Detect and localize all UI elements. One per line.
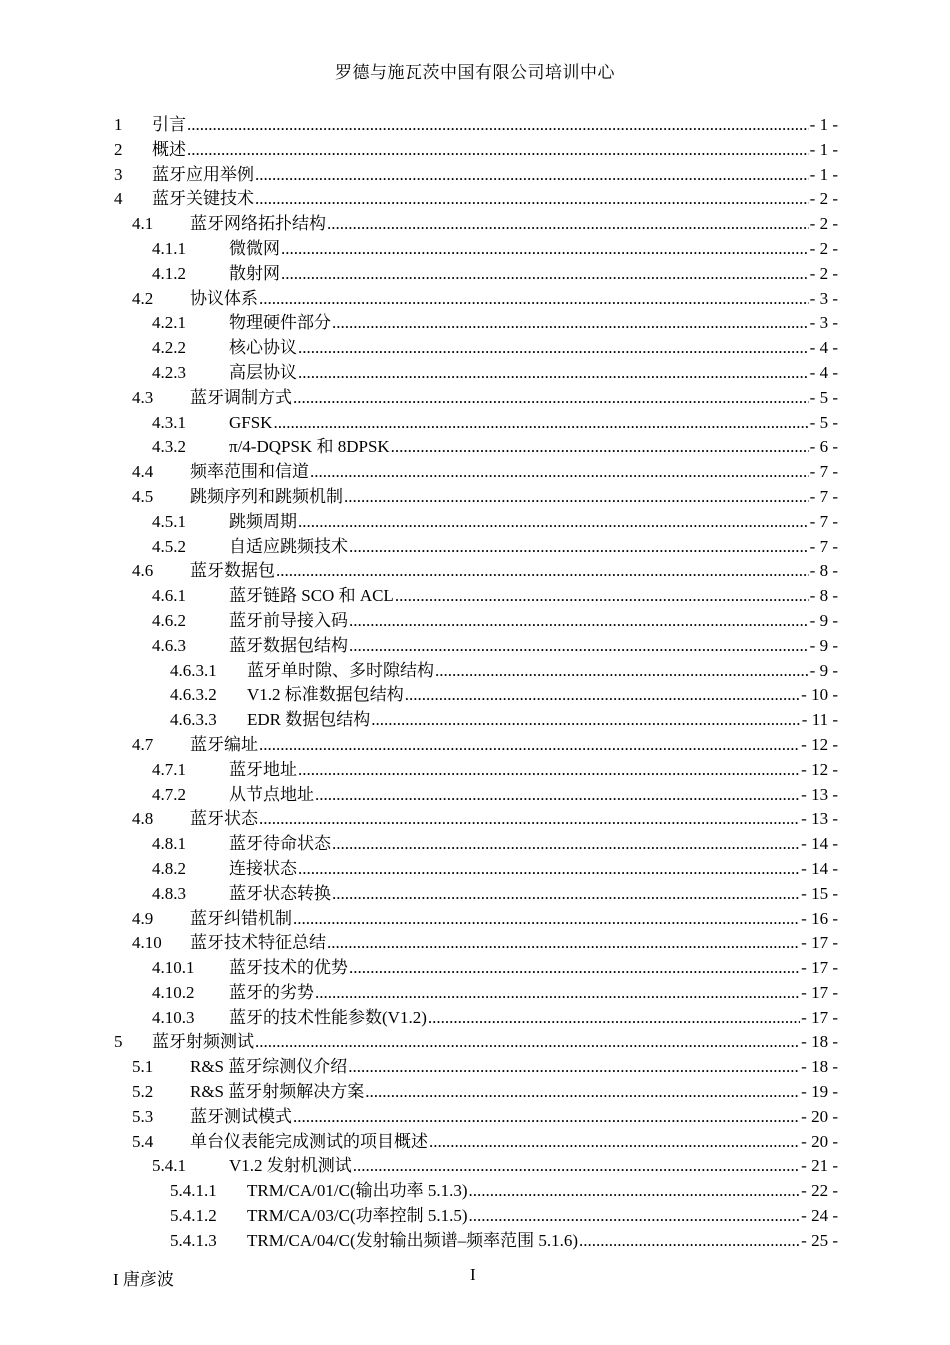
toc-entry-title: 蓝牙前导接入码 — [229, 610, 348, 630]
toc-entry-page: - 16 - — [801, 908, 838, 928]
toc-entry-number: 5.2 — [132, 1082, 154, 1102]
toc-dot-leader — [293, 386, 809, 411]
toc-entry[interactable] — [114, 1130, 838, 1155]
toc-dot-leader — [327, 931, 800, 956]
toc-entry-number: 4 — [114, 189, 123, 209]
toc-dot-leader — [365, 1080, 800, 1105]
toc-entry-page: - 14 - — [801, 858, 838, 878]
toc-dot-leader — [349, 634, 809, 659]
toc-entry-page: - 18 - — [801, 1057, 838, 1077]
toc-entry-number: 4.5.2 — [152, 536, 186, 556]
toc-entry-page: - 17 - — [801, 958, 838, 978]
toc-entry-page: - 20 - — [801, 1106, 838, 1126]
toc-entry-number: 4.6 — [132, 561, 154, 581]
toc-entry-page: - 4 - — [809, 362, 838, 382]
toc-entry-page: - 5 - — [809, 412, 838, 432]
toc-entry-page: - 13 - — [801, 809, 838, 829]
toc-entry-page: - 14 - — [801, 834, 838, 854]
toc-entry-title: 蓝牙纠错机制 — [190, 908, 292, 928]
toc-entry[interactable] — [114, 361, 838, 386]
toc-dot-leader — [327, 212, 809, 237]
toc-entry[interactable] — [114, 609, 838, 634]
toc-entry-number: 4.10.2 — [152, 982, 195, 1002]
toc-entry-title: 跳频周期 — [229, 511, 297, 531]
toc-dot-leader — [298, 361, 809, 386]
toc-entry[interactable] — [114, 584, 838, 609]
toc-entry[interactable] — [114, 1055, 838, 1080]
toc-entry-title: 蓝牙技术的优势 — [229, 958, 348, 978]
toc-entry-title: 蓝牙地址 — [229, 759, 297, 779]
toc-entry-page: - 15 - — [801, 883, 838, 903]
toc-entry-title: 蓝牙调制方式 — [190, 387, 292, 407]
toc-entry-title: 单台仪表能完成测试的项目概述 — [190, 1131, 428, 1151]
toc-entry-title: 跳频序列和跳频机制 — [190, 486, 343, 506]
toc-entry-page: - 10 - — [801, 685, 838, 705]
toc-entry-number: 4.2 — [132, 288, 154, 308]
toc-entry-title: 散射网 — [229, 263, 280, 283]
toc-dot-leader — [344, 485, 809, 510]
toc-entry[interactable] — [114, 510, 838, 535]
toc-dot-leader — [187, 113, 809, 138]
toc-entry-page: - 18 - — [801, 1032, 838, 1052]
toc-dot-leader — [579, 1229, 800, 1254]
toc-entry-title: 蓝牙的技术性能参数(V1.2) — [229, 1007, 427, 1027]
toc-entry-page: - 17 - — [801, 982, 838, 1002]
toc-entry-title: V1.2 发射机测试 — [229, 1156, 352, 1176]
toc-entry-title: 蓝牙状态 — [190, 809, 258, 829]
toc-entry-number: 4.6.3.2 — [170, 685, 217, 705]
toc-entry-title: R&S 蓝牙综测仪介绍 — [190, 1057, 348, 1077]
toc-entry-title: 微微网 — [229, 238, 280, 258]
toc-entry-title: 物理硬件部分 — [229, 313, 331, 333]
toc-entry-title: GFSK — [229, 412, 273, 432]
toc-entry[interactable] — [114, 634, 838, 659]
toc-entry-title: EDR 数据包结构 — [247, 710, 371, 730]
toc-entry[interactable] — [114, 708, 838, 733]
toc-entry[interactable] — [114, 435, 838, 460]
toc-entry[interactable] — [114, 187, 838, 212]
toc-entry-number: 4.6.3.3 — [170, 710, 217, 730]
toc-entry[interactable] — [114, 733, 838, 758]
toc-entry[interactable] — [114, 311, 838, 336]
toc-entry-title: 引言 — [152, 115, 186, 134]
toc-entry-page: - 3 - — [809, 288, 838, 308]
toc-entry-number: 4.5 — [132, 486, 154, 506]
toc-dot-leader — [293, 1105, 800, 1130]
toc-entry-number: 4.3.1 — [152, 412, 186, 432]
toc-entry[interactable] — [114, 336, 838, 361]
toc-entry-title: 蓝牙的劣势 — [229, 982, 314, 1002]
toc-entry-title: 蓝牙网络拓扑结构 — [190, 214, 326, 234]
toc-dot-leader — [395, 584, 809, 609]
toc-entry-page: - 1 - — [809, 164, 838, 184]
toc-dot-leader — [391, 435, 809, 460]
toc-dot-leader — [255, 187, 809, 212]
toc-entry-number: 4.4 — [132, 462, 154, 482]
toc-entry-page: - 13 - — [801, 784, 838, 804]
toc-entry-number: 5.4.1.3 — [170, 1230, 217, 1250]
table-of-contents — [114, 113, 838, 1254]
toc-entry-number: 4.8.1 — [152, 834, 186, 854]
toc-entry[interactable] — [114, 138, 838, 163]
toc-entry-number: 5.1 — [132, 1057, 154, 1077]
toc-dot-leader — [255, 163, 809, 188]
toc-entry[interactable] — [114, 1080, 838, 1105]
toc-dot-leader — [315, 783, 800, 808]
toc-entry-page: - 7 - — [809, 486, 838, 506]
toc-entry-page: - 3 - — [809, 313, 838, 333]
toc-dot-leader — [187, 138, 809, 163]
toc-dot-leader — [273, 411, 808, 436]
toc-dot-leader — [348, 1055, 800, 1080]
toc-entry[interactable] — [114, 1229, 838, 1254]
toc-entry-number: 4.5.1 — [152, 511, 186, 531]
toc-entry[interactable] — [114, 1154, 838, 1179]
toc-entry-title: 蓝牙应用举例 — [152, 164, 254, 184]
page-header: 罗德与施瓦茨中国有限公司培训中心 — [335, 63, 615, 82]
toc-dot-leader — [349, 609, 809, 634]
toc-entry[interactable] — [114, 411, 838, 436]
toc-entry-number: 4.3.2 — [152, 437, 186, 457]
toc-entry[interactable] — [114, 1105, 838, 1130]
toc-entry[interactable] — [114, 882, 838, 907]
toc-entry-page: - 11 - — [801, 710, 838, 730]
toc-dot-leader — [428, 1006, 800, 1031]
toc-entry-title: 蓝牙状态转换 — [229, 883, 331, 903]
toc-entry[interactable] — [114, 981, 838, 1006]
toc-entry-number: 5.4.1 — [152, 1156, 186, 1176]
toc-entry-page: - 20 - — [801, 1131, 838, 1151]
toc-entry-number: 5.4.1.1 — [170, 1181, 217, 1201]
toc-entry-number: 4.6.1 — [152, 586, 186, 606]
toc-entry[interactable] — [114, 535, 838, 560]
toc-entry[interactable] — [114, 237, 838, 262]
toc-entry[interactable] — [114, 832, 838, 857]
toc-entry[interactable] — [114, 485, 838, 510]
toc-dot-leader — [310, 460, 809, 485]
toc-entry-page: - 24 - — [801, 1206, 838, 1226]
toc-entry-number: 4.6.2 — [152, 610, 186, 630]
toc-entry[interactable] — [114, 262, 838, 287]
toc-entry-title: 高层协议 — [229, 362, 297, 382]
toc-entry-title: TRM/CA/03/C(功率控制 5.1.5) — [247, 1206, 468, 1226]
toc-entry-page: - 17 - — [801, 1007, 838, 1027]
toc-entry[interactable] — [114, 857, 838, 882]
toc-entry-title: 蓝牙技术特征总结 — [190, 933, 326, 953]
toc-dot-leader — [435, 659, 809, 684]
toc-entry-title: 频率范围和信道 — [190, 462, 309, 482]
toc-dot-leader — [298, 336, 809, 361]
toc-entry-number: 4.10 — [132, 933, 162, 953]
toc-entry-number: 2 — [114, 139, 123, 159]
toc-entry-number: 4.2.3 — [152, 362, 186, 382]
toc-dot-leader — [332, 311, 809, 336]
toc-entry[interactable] — [114, 807, 838, 832]
toc-dot-leader — [405, 683, 800, 708]
toc-entry-number: 4.7.1 — [152, 759, 186, 779]
toc-entry-page: - 4 - — [809, 338, 838, 358]
toc-entry-title: 蓝牙链路 SCO 和 ACL — [229, 586, 394, 606]
toc-entry-page: - 9 - — [809, 635, 838, 655]
toc-dot-leader — [298, 510, 809, 535]
toc-entry-number: 4.1.2 — [152, 263, 186, 283]
toc-entry-page: - 1 - — [809, 115, 838, 134]
toc-entry-page: - 9 - — [809, 660, 838, 680]
toc-entry[interactable] — [114, 758, 838, 783]
toc-entry-page: - 1 - — [809, 139, 838, 159]
toc-entry-title: 蓝牙数据包 — [190, 561, 275, 581]
toc-dot-leader — [281, 237, 809, 262]
toc-dot-leader — [298, 758, 800, 783]
toc-entry-number: 5.4.1.2 — [170, 1206, 217, 1226]
toc-dot-leader — [259, 733, 800, 758]
toc-entry-page: - 22 - — [801, 1181, 838, 1201]
toc-dot-leader — [349, 956, 800, 981]
footer-page-number: I — [470, 1265, 476, 1284]
toc-dot-leader — [259, 287, 809, 312]
toc-entry-page: - 25 - — [801, 1230, 838, 1250]
toc-entry[interactable] — [114, 559, 838, 584]
toc-dot-leader — [276, 559, 809, 584]
toc-entry[interactable] — [114, 287, 838, 312]
toc-entry-title: 概述 — [152, 139, 186, 159]
toc-entry-title: 蓝牙单时隙、多时隙结构 — [247, 660, 434, 680]
toc-entry[interactable] — [114, 659, 838, 684]
toc-entry-number: 4.9 — [132, 908, 154, 928]
toc-dot-leader — [353, 1154, 800, 1179]
toc-entry-number: 5.3 — [132, 1106, 154, 1126]
toc-entry[interactable] — [114, 460, 838, 485]
toc-entry-page: - 7 - — [809, 511, 838, 531]
toc-dot-leader — [255, 1030, 800, 1055]
toc-entry[interactable] — [114, 907, 838, 932]
toc-entry-title: TRM/CA/04/C(发射输出频谱–频率范围 5.1.6) — [247, 1230, 579, 1250]
toc-dot-leader — [371, 708, 801, 733]
toc-entry-title: 协议体系 — [190, 288, 258, 308]
toc-entry-number: 1 — [114, 115, 123, 134]
toc-dot-leader — [332, 882, 800, 907]
toc-entry-title: 蓝牙待命状态 — [229, 834, 331, 854]
toc-entry-number: 4.10.3 — [152, 1007, 195, 1027]
toc-entry-page: - 19 - — [801, 1082, 838, 1102]
toc-entry-page: - 7 - — [809, 536, 838, 556]
toc-entry-number: 3 — [114, 164, 123, 184]
toc-entry-page: - 21 - — [801, 1156, 838, 1176]
toc-entry-page: - 5 - — [809, 387, 838, 407]
toc-entry-title: 蓝牙编址 — [190, 734, 258, 754]
toc-entry[interactable] — [114, 931, 838, 956]
toc-entry-number: 4.1.1 — [152, 238, 186, 258]
toc-entry-page: - 6 - — [809, 437, 838, 457]
toc-entry-number: 4.2.1 — [152, 313, 186, 333]
toc-entry-title: 蓝牙射频测试 — [152, 1032, 254, 1052]
toc-entry-page: - 2 - — [809, 189, 838, 209]
toc-entry-number: 4.7.2 — [152, 784, 186, 804]
toc-entry-title: π/4-DQPSK 和 8DPSK — [229, 437, 390, 457]
toc-entry-page: - 2 - — [809, 263, 838, 283]
toc-entry-title: 自适应跳频技术 — [229, 536, 348, 556]
toc-entry[interactable] — [114, 1006, 838, 1031]
toc-entry-page: - 17 - — [801, 933, 838, 953]
toc-entry-page: - 12 - — [801, 734, 838, 754]
toc-dot-leader — [349, 535, 809, 560]
toc-entry[interactable] — [114, 956, 838, 981]
toc-dot-leader — [259, 807, 800, 832]
toc-dot-leader — [315, 981, 800, 1006]
toc-entry[interactable] — [114, 1204, 838, 1229]
toc-entry-title: 连接状态 — [229, 858, 297, 878]
toc-entry[interactable] — [114, 386, 838, 411]
toc-entry-page: - 7 - — [809, 462, 838, 482]
toc-entry[interactable] — [114, 212, 838, 237]
toc-entry-number: 5.4 — [132, 1131, 154, 1151]
toc-entry-number: 4.8 — [132, 809, 154, 829]
toc-entry-number: 4.6.3.1 — [170, 660, 217, 680]
toc-entry[interactable] — [114, 1179, 838, 1204]
toc-entry-number: 5 — [114, 1032, 123, 1052]
toc-entry-page: - 2 - — [809, 238, 838, 258]
toc-entry-title: V1.2 标准数据包结构 — [247, 685, 404, 705]
toc-dot-leader — [281, 262, 809, 287]
toc-entry-number: 4.10.1 — [152, 958, 195, 978]
toc-dot-leader — [298, 857, 800, 882]
toc-entry-number: 4.1 — [132, 214, 154, 234]
toc-entry-number: 4.3 — [132, 387, 154, 407]
toc-dot-leader — [429, 1130, 800, 1155]
toc-entry[interactable] — [114, 783, 838, 808]
toc-entry-page: - 2 - — [809, 214, 838, 234]
toc-entry-number: 4.2.2 — [152, 338, 186, 358]
toc-entry-page: - 8 - — [809, 586, 838, 606]
toc-dot-leader — [293, 907, 800, 932]
toc-entry-number: 4.8.3 — [152, 883, 186, 903]
toc-entry-title: 蓝牙测试模式 — [190, 1106, 292, 1126]
toc-entry-number: 4.7 — [132, 734, 154, 754]
toc-entry-number: 4.8.2 — [152, 858, 186, 878]
toc-entry-page: - 12 - — [801, 759, 838, 779]
toc-entry-title: 从节点地址 — [229, 784, 314, 804]
toc-entry[interactable] — [114, 113, 838, 138]
toc-entry-page: - 9 - — [809, 610, 838, 630]
toc-entry[interactable] — [114, 163, 838, 188]
toc-entry-number: 4.6.3 — [152, 635, 186, 655]
footer-author: I 唐彦波 — [113, 1270, 174, 1289]
toc-entry-title: 核心协议 — [229, 338, 297, 358]
toc-entry-title: R&S 蓝牙射频解决方案 — [190, 1082, 365, 1102]
toc-dot-leader — [469, 1179, 801, 1204]
toc-entry[interactable] — [114, 683, 838, 708]
toc-dot-leader — [332, 832, 800, 857]
toc-entry[interactable] — [114, 1030, 838, 1055]
toc-entry-page: - 8 - — [809, 561, 838, 581]
toc-entry-title: 蓝牙数据包结构 — [229, 635, 348, 655]
toc-dot-leader — [469, 1204, 801, 1229]
toc-entry-title: 蓝牙关键技术 — [152, 189, 254, 209]
toc-entry-title: TRM/CA/01/C(输出功率 5.1.3) — [247, 1181, 468, 1201]
